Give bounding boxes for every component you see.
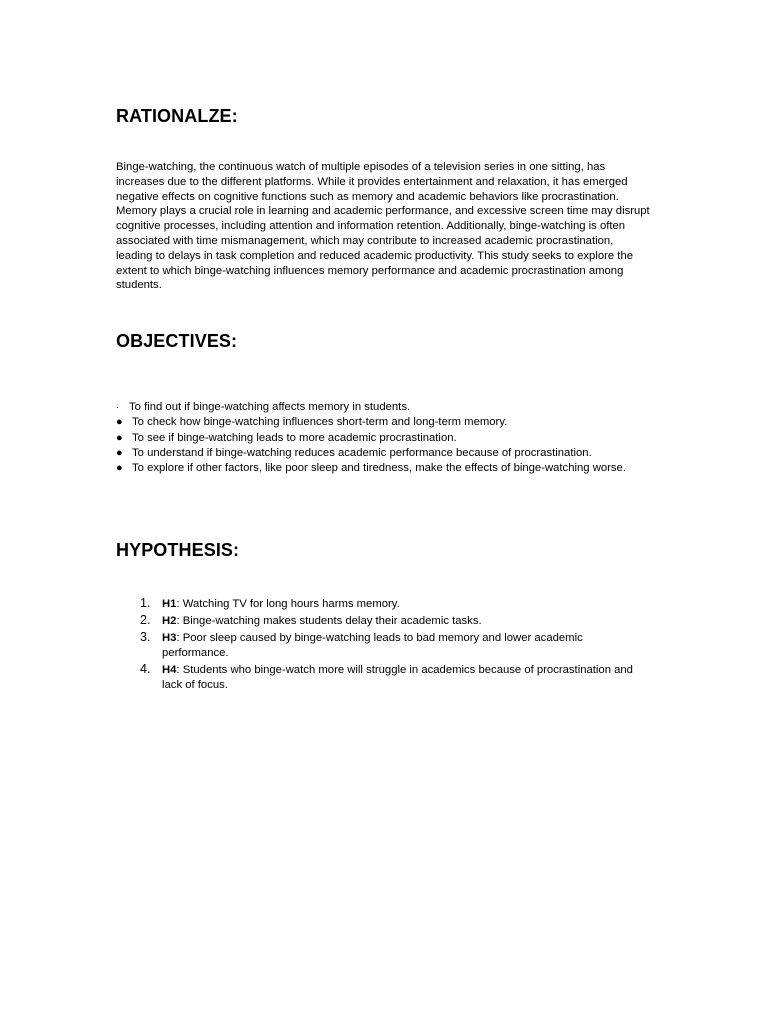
bullet-dot-icon: · <box>116 402 119 412</box>
hypothesis-code: H4 <box>162 663 177 676</box>
hypothesis-number: 3. <box>140 629 151 644</box>
hypothesis-heading: HYPOTHESIS: <box>116 540 240 560</box>
hypothesis-text: : Poor sleep caused by binge-watching leads to bad memory and lower academic performance. <box>162 631 583 659</box>
objective-item <box>116 400 636 415</box>
hypothesis-text: : Watching TV for long hours harms memory. <box>176 598 400 610</box>
rationale-heading: RATIONALZE: <box>116 106 238 126</box>
objectives-list <box>116 400 636 476</box>
hypothesis-text: : Binge-watching makes students delay their academic tasks. <box>176 614 482 627</box>
objective-text: To check how binge-watching influences short-term and long-term memory. <box>132 416 508 429</box>
bullet-filled-icon: ● <box>116 416 123 429</box>
objective-text: To see if binge-watching leads to more academic procrastination. <box>132 431 457 444</box>
objective-item <box>116 461 636 476</box>
hypothesis-number: 2. <box>140 612 151 627</box>
hypothesis-code: H3 <box>162 631 177 644</box>
objective-item <box>116 431 636 446</box>
hypothesis-code: H1 <box>162 598 177 610</box>
hypothesis-item <box>116 631 640 662</box>
hypothesis-item <box>116 663 640 694</box>
bullet-filled-icon: ● <box>116 462 123 475</box>
objective-item <box>116 415 636 430</box>
hypothesis-text: : Students who binge-watch more will struggle in academics because of procrastination and lack of focus. <box>162 663 633 691</box>
objective-text: To find out if binge-watching affects memory in students. <box>129 401 411 413</box>
rationale-paragraph: Binge-watching, the continuous watch of multiple episodes of a television series in one sitting, has increases due to the different platforms. While it provides entertainment and relaxation, it has emerged negative effects on cognitive functions such as memory and academic behaviors like procrastination. Memory plays a crucial role in learning and academic performance, and excessive screen time may disrupt cognitive processes, including attention and information retention. Additionally, binge-watching is often associated with time mismanagement, which may contribute to increased academic procrastination, leading to delays in task completion and reduced academic productivity. This study seeks to explore the extent to which binge-watching influences memory performance and academic procrastination among students. <box>116 161 650 292</box>
objective-text: To explore if other factors, like poor sleep and tiredness, make the effects of binge-watching worse. <box>132 462 626 475</box>
hypothesis-number: 4. <box>140 661 151 676</box>
hypothesis-number: 1. <box>140 596 151 610</box>
hypothesis-item <box>116 614 640 629</box>
hypothesis-item <box>116 597 640 612</box>
bullet-filled-icon: ● <box>116 446 123 459</box>
objective-item <box>116 446 636 461</box>
objective-text: To understand if binge-watching reduces academic performance because of procrastination. <box>132 446 592 459</box>
hypothesis-list <box>116 597 640 695</box>
hypothesis-code: H2 <box>162 614 177 627</box>
objectives-heading: OBJECTIVES: <box>116 331 238 351</box>
bullet-filled-icon: ● <box>116 431 123 444</box>
